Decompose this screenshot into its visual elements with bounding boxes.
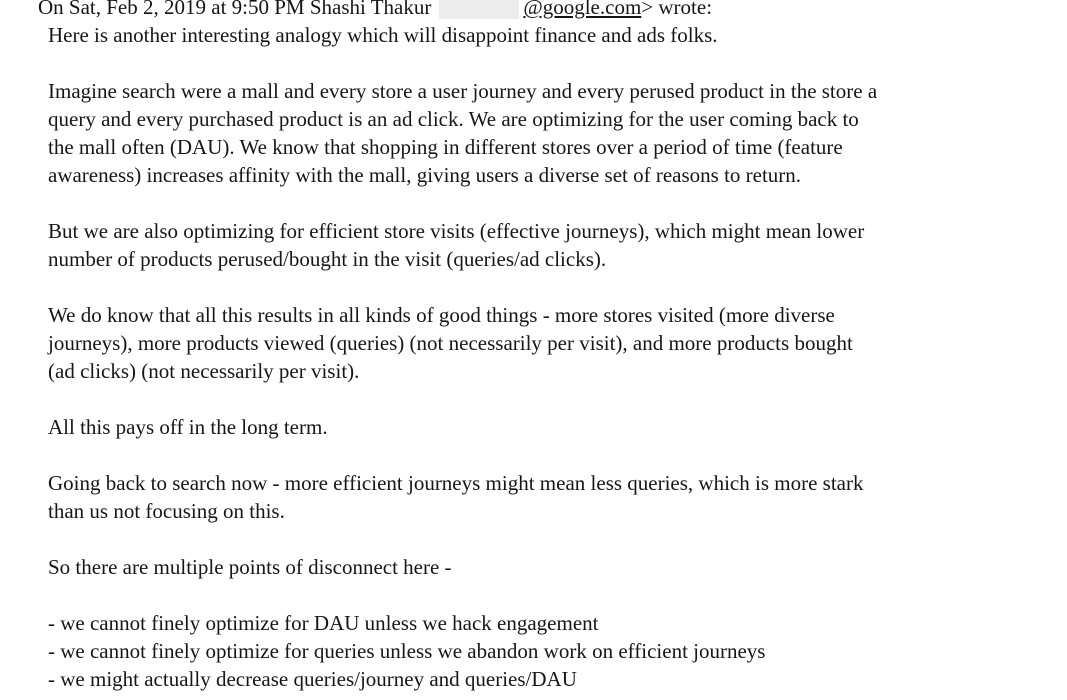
- text-line: Going back to search now - more efficient journeys might mean less queries, which is more stark: [48, 471, 864, 495]
- text-line: journeys), more products viewed (queries) (not necessarily per visit), and more products bought: [48, 331, 853, 355]
- text-line: (ad clicks) (not necessarily per visit).: [48, 359, 360, 383]
- email-body: [48, 21, 1067, 693]
- text-line: Imagine search were a mall and every store a user journey and every perused product in the store a: [48, 79, 878, 103]
- redacted-email-username: [439, 0, 519, 19]
- paragraph: [48, 301, 1067, 385]
- text-line: We do know that all this results in all kinds of good things - more stores visited (more diverse: [48, 303, 835, 327]
- text-line: query and every purchased product is an ad click. We are optimizing for the user coming back to: [48, 107, 859, 131]
- paragraph: [48, 413, 1067, 441]
- text-line: Here is another interesting analogy which will disappoint finance and ads folks.: [48, 23, 718, 47]
- text-line: number of products perused/bought in the visit (queries/ad clicks).: [48, 247, 607, 271]
- text-line: - we cannot finely optimize for DAU unless we hack engagement: [48, 611, 599, 635]
- text-line: the mall often (DAU). We know that shopping in different stores over a period of time (feature: [48, 135, 843, 159]
- paragraph: [48, 21, 1067, 49]
- paragraph: [48, 77, 1067, 189]
- paragraph: [48, 469, 1067, 525]
- paragraph: [48, 217, 1067, 273]
- text-line: But we are also optimizing for efficient store visits (effective journeys), which might mean lower: [48, 219, 865, 243]
- email-address-link[interactable]: @google.com: [523, 0, 642, 19]
- paragraph: [48, 553, 1067, 581]
- quote-header-suffix: > wrote:: [641, 0, 713, 19]
- paragraph: [48, 609, 1067, 693]
- quote-header-prefix: On Sat, Feb 2, 2019 at 9:50 PM Shashi Thakur: [38, 0, 432, 19]
- text-line: So there are multiple points of disconnect here -: [48, 555, 452, 579]
- text-line: All this pays off in the long term.: [48, 415, 328, 439]
- text-line: - we might actually decrease queries/journey and queries/DAU: [48, 667, 577, 691]
- email-quote-header: [38, 0, 1067, 21]
- text-line: than us not focusing on this.: [48, 499, 285, 523]
- text-line: - we cannot finely optimize for queries unless we abandon work on efficient journeys: [48, 639, 766, 663]
- text-line: awareness) increases affinity with the mall, giving users a diverse set of reasons to return.: [48, 163, 802, 187]
